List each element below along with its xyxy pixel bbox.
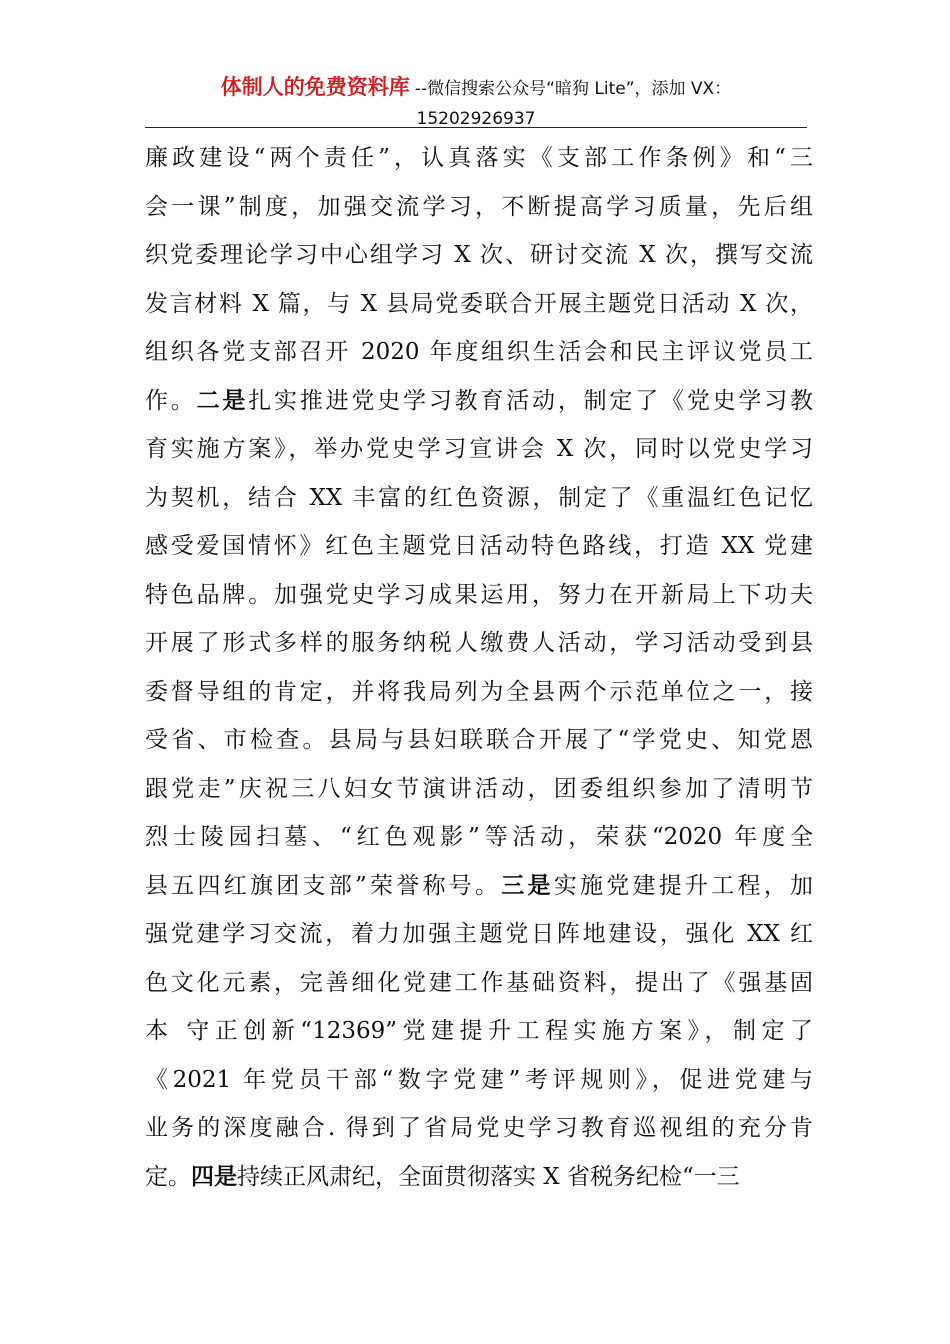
text-line: 本 守正创新“12369”党建提升工程实施方案》，制定了	[145, 1018, 813, 1044]
text-line: 会一课”制度，加强交流学习，不断提高学习质量，先后组	[145, 193, 813, 220]
header-title-line	[145, 72, 807, 104]
text-line: 强党建学习交流，着力加强主题党日阵地建设，强化 XX 红	[145, 921, 813, 947]
header-brand-text: 体制人的免费资料库	[220, 75, 410, 99]
text-line: 组织各党支部召开 2020 年度组织生活会和民主评议党员工	[145, 339, 813, 365]
text-line: 委督导组的肯定，并将我局列为全县两个示范单位之一，接	[145, 678, 813, 705]
text-run: 实施党建提升工程，加	[553, 872, 813, 899]
text-line: 廉政建设“两个责任”，认真落实《支部工作条例》和“三	[145, 145, 813, 171]
bold-keyword: 二是	[196, 387, 249, 414]
text-run: 持续正风肃纪，全面贯彻落实 X 省税务纪检“一三	[237, 1163, 740, 1190]
header-contact-text: --微信搜索公众号“暗狗 Lite”，添加 VX：	[414, 79, 732, 99]
text-line: 跟党走”庆祝三八妇女节演讲活动，团委组织参加了清明节	[145, 775, 813, 802]
header-phone-text: 15202926937	[416, 109, 536, 129]
text-line: 开展了形式多样的服务纳税人缴费人活动，学习活动受到县	[145, 630, 813, 656]
text-line	[145, 862, 813, 911]
text-line: 烈士陵园扫墓、“红色观影”等活动，荣获“2020 年度全	[145, 824, 813, 850]
bold-keyword: 四是	[191, 1163, 237, 1190]
text-line	[145, 1153, 813, 1202]
text-line	[145, 377, 813, 426]
body-paragraph	[145, 134, 813, 1201]
text-line: 受省、市检查。县局与县妇联联合开展了“学党史、知党恩	[145, 727, 813, 753]
text-line: 发言材料 X 篇，与 X 县局党委联合开展主题党日活动 X 次，	[145, 290, 813, 317]
text-line: 特色品牌。加强党史学习成果运用，努力在开新局上下功夫	[145, 581, 813, 608]
text-line: 业务的深度融合. 得到了省局党史学习教育巡视组的充分肯	[145, 1115, 813, 1141]
text-run: 扎实推进党史学习教育活动，制定了《党史学习教	[248, 387, 814, 414]
text-line: 育实施方案》，举办党史学习宣讲会 X 次，同时以党史学习	[145, 436, 813, 462]
text-line: 感受爱国情怀》红色主题党日活动特色路线，打造 XX 党建	[145, 533, 813, 559]
text-line: 《2021 年党员干部“数字党建”考评规则》，促进党建与	[145, 1066, 813, 1093]
bold-keyword: 三是	[501, 872, 554, 899]
text-line: 织党委理论学习中心组学习 X 次、研讨交流 X 次，撰写交流	[145, 242, 813, 268]
text-line: 为契机，结合 XX 丰富的红色资源，制定了《重温红色记忆	[145, 484, 813, 511]
page-header	[145, 72, 807, 134]
text-line: 色文化元素，完善细化党建工作基础资料，提出了《强基固	[145, 969, 813, 996]
header-divider	[145, 127, 807, 128]
text-run: 县五四红旗团支部”荣誉称号。	[145, 872, 502, 899]
text-run: 作。	[145, 387, 197, 414]
text-run: 定。	[145, 1163, 191, 1190]
